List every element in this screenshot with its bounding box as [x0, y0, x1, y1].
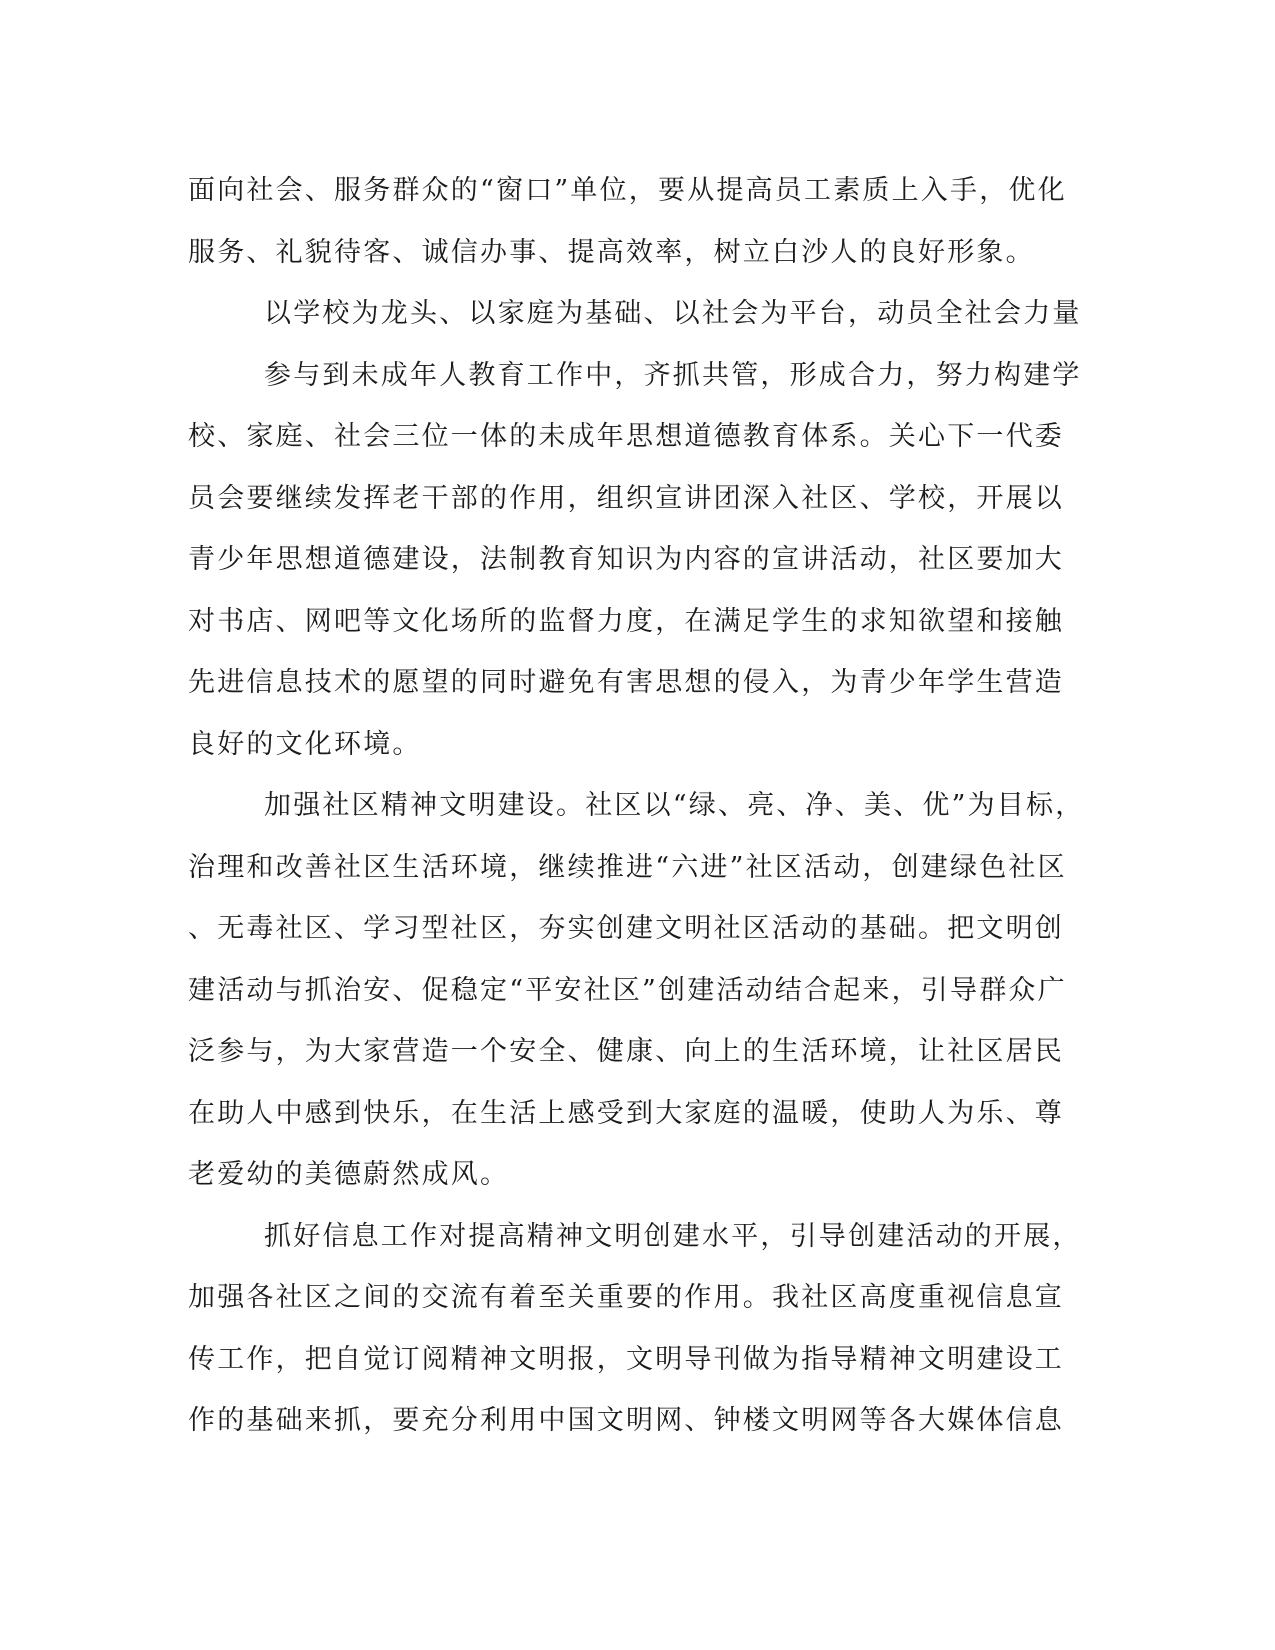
text-line: 老爱幼的美德蔚然成风。: [188, 1159, 510, 1190]
text-line: 先进信息技术的愿望的同时避免有害思想的侵入，为青少年学生营造: [188, 667, 1064, 698]
text-line: 对书店、网吧等文化场所的监督力度，在满足学生的求知欲望和接触: [188, 605, 1064, 637]
document-body: [188, 160, 1085, 1452]
text-line: 员会要继续发挥老干部的作用，组织宣讲团深入社区、学校，开展以: [188, 482, 1064, 514]
text-line: 在助人中感到快乐，在生活上感受到大家庭的温暖，使助人为乐、尊: [188, 1097, 1064, 1129]
text-line: 传工作，把自觉订阅精神文明报，文明导刊做为指导精神文明建设工: [188, 1343, 1064, 1375]
text-line: 良好的文化环境。: [188, 728, 422, 760]
text-line: 作的基础来抓，要充分利用中国文明网、钟楼文明网等各大媒体信息: [188, 1405, 1064, 1436]
text-line: 校、家庭、社会三位一体的未成年思想道德教育体系。关心下一代委: [188, 421, 1064, 452]
text-line: 泛参与，为大家营造一个安全、健康、向上的生活环境，让社区居民: [188, 1036, 1064, 1067]
text-line: 参与到未成年人教育工作中，齐抓共管，形成合力，努力构建学: [264, 359, 1082, 391]
text-line: 治理和改善社区生活环境，继续推进“六进”社区活动，创建绿色社区: [188, 851, 1067, 883]
text-line: 面向社会、服务群众的“窗口”单位，要从提高员工素质上入手，优化: [188, 175, 1067, 206]
text-line: 服务、礼貌待客、诚信办事、提高效率，树立白沙人的良好形象。: [188, 236, 1035, 268]
text-line: 、无毒社区、学习型社区，夯实创建文明社区活动的基础。把文明创: [188, 913, 1064, 944]
text-line: 加强社区精神文明建设。社区以“绿、亮、净、美、优”为目标，: [264, 790, 1085, 821]
text-line: 青少年思想道德建设，法制教育知识为内容的宣讲活动，社区要加大: [188, 544, 1064, 575]
text-line: 抓好信息工作对提高精神文明创建水平，引导创建活动的开展，: [264, 1220, 1082, 1252]
text-line: 以学校为龙头、以家庭为基础、以社会为平台，动员全社会力量: [264, 298, 1082, 329]
text-line: 加强各社区之间的交流有着至关重要的作用。我社区高度重视信息宣: [188, 1282, 1064, 1313]
text-line: 建活动与抓治安、促稳定“平安社区”创建活动结合起来，引导群众广: [188, 974, 1067, 1006]
